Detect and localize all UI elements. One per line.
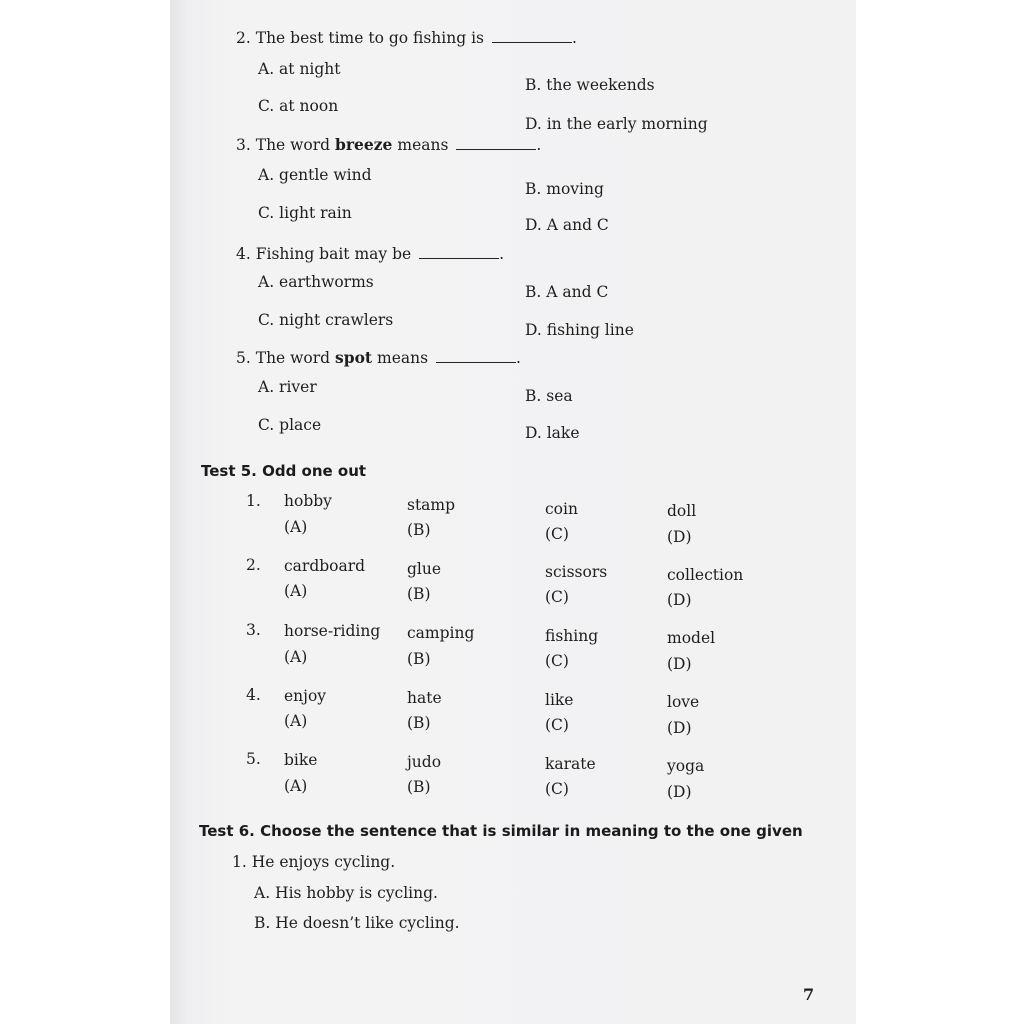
word-d: model: [667, 629, 716, 647]
word-a: enjoy: [284, 687, 327, 705]
question-end: .: [571, 29, 577, 47]
label-d: (D): [667, 783, 692, 801]
question-end: .: [536, 136, 542, 154]
question-2: [236, 28, 577, 47]
option-a: A. river: [258, 378, 317, 396]
word-c: coin: [545, 500, 578, 518]
option-c: C. light rain: [258, 204, 352, 222]
row-number: 2.: [246, 556, 261, 574]
label-d: (D): [667, 528, 692, 546]
word-b: camping: [407, 624, 475, 642]
row-number: 4.: [246, 686, 261, 704]
option-a: A. at night: [258, 60, 341, 78]
label-c: (C): [545, 588, 569, 606]
option-d: D. in the early morning: [525, 115, 708, 133]
question-end: .: [499, 245, 505, 263]
option-c: C. at noon: [258, 97, 339, 115]
word-d: love: [667, 693, 700, 711]
question-text: Fishing bait may be: [255, 245, 412, 263]
word-d: collection: [667, 566, 744, 584]
option-a: A. His hobby is cycling.: [254, 884, 438, 902]
word-c: scissors: [545, 563, 608, 581]
question-5: [236, 348, 521, 367]
question-3: [236, 135, 541, 154]
word-b: glue: [407, 560, 442, 578]
question-end: .: [516, 349, 521, 367]
option-b: B. A and C: [525, 283, 609, 301]
label-c: (C): [545, 525, 569, 543]
word-b: stamp: [407, 496, 456, 514]
book-page: [170, 0, 856, 1024]
answer-blank: [436, 348, 516, 363]
label-c: (C): [545, 652, 569, 670]
question-4: [236, 244, 504, 263]
label-a: (A): [284, 777, 308, 795]
row-number: 1.: [246, 492, 261, 510]
test6-heading: Test 6. Choose the sentence that is similar in meaning to the one given: [199, 822, 803, 840]
label-c: (C): [545, 780, 569, 798]
option-b: B. sea: [525, 387, 573, 405]
page-number: 7: [803, 985, 815, 1004]
word-a: horse-riding: [284, 622, 381, 640]
label-d: (D): [667, 655, 692, 673]
row-number: 5.: [246, 750, 261, 768]
option-d: D. A and C: [525, 216, 609, 234]
option-c: C. night crawlers: [258, 311, 394, 329]
option-c: C. place: [258, 416, 322, 434]
word-b: judo: [407, 753, 442, 771]
option-b: B. the weekends: [525, 76, 655, 94]
word-d: doll: [667, 502, 697, 520]
word-b: hate: [407, 689, 442, 707]
option-a: A. earthworms: [258, 273, 374, 291]
label-c: (C): [545, 716, 569, 734]
label-b: (B): [407, 521, 431, 539]
word-c: karate: [545, 755, 596, 773]
word-a: hobby: [284, 492, 332, 510]
question-text: He enjoys cycling.: [251, 853, 396, 871]
right-margin: [856, 0, 1024, 1024]
question-text: The word: [255, 349, 331, 367]
word-d: yoga: [667, 757, 705, 775]
question-number: 5.: [236, 349, 251, 367]
answer-blank: [456, 135, 536, 150]
label-b: (B): [407, 714, 431, 732]
question-number: 4.: [236, 245, 251, 263]
word-c: like: [545, 691, 574, 709]
question-number: 2.: [236, 29, 251, 47]
label-b: (B): [407, 585, 431, 603]
label-b: (B): [407, 778, 431, 796]
keyword: spot: [335, 348, 373, 367]
left-margin: [0, 0, 170, 1024]
question-text-cont: means: [397, 136, 449, 154]
option-a: A. gentle wind: [258, 166, 372, 184]
question-number: 3.: [236, 136, 251, 154]
question-number: 1.: [232, 853, 247, 871]
question-text: The best time to go fishing is: [255, 29, 484, 47]
question-text-cont: means: [377, 349, 429, 367]
label-a: (A): [284, 712, 308, 730]
word-a: cardboard: [284, 557, 366, 575]
label-b: (B): [407, 650, 431, 668]
option-b: B. He doesn’t like cycling.: [254, 914, 460, 932]
label-d: (D): [667, 719, 692, 737]
row-number: 3.: [246, 621, 261, 639]
answer-blank: [492, 28, 572, 43]
word-a: bike: [284, 751, 318, 769]
question-text: The word: [255, 136, 331, 154]
option-d: D. lake: [525, 424, 580, 442]
word-c: fishing: [545, 627, 599, 645]
test5-heading: Test 5. Odd one out: [201, 462, 367, 480]
label-a: (A): [284, 518, 308, 536]
answer-blank: [419, 244, 499, 259]
label-a: (A): [284, 582, 308, 600]
test6-question: [232, 853, 395, 871]
label-d: (D): [667, 591, 692, 609]
keyword: breeze: [335, 135, 393, 154]
label-a: (A): [284, 648, 308, 666]
option-b: B. moving: [525, 180, 604, 198]
option-d: D. fishing line: [525, 321, 634, 339]
